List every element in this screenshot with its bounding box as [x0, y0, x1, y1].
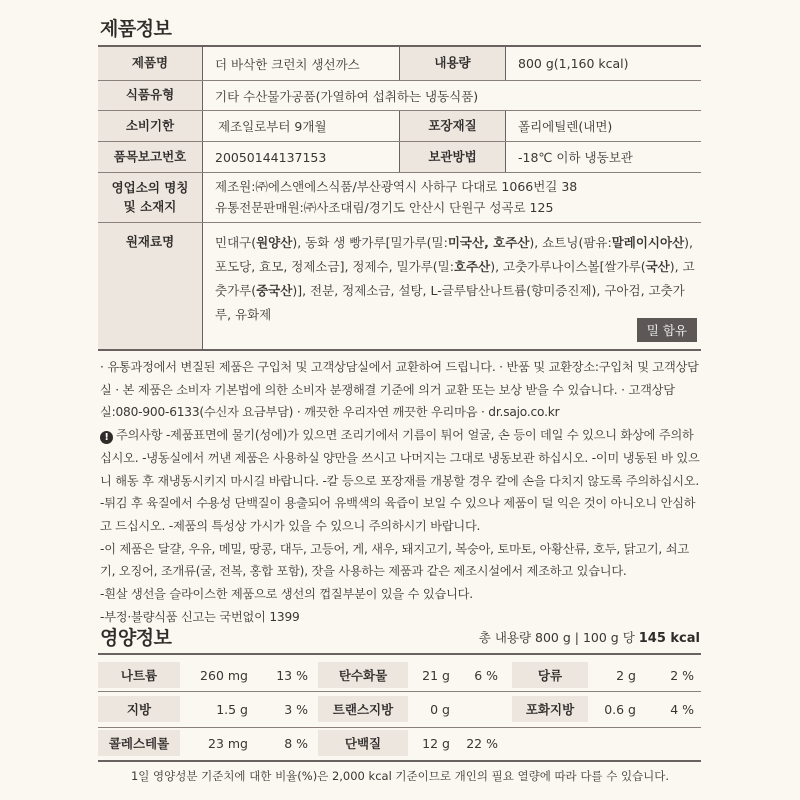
divider [98, 349, 701, 351]
label-ingredients: 원재료명 [98, 223, 202, 349]
value-expiry: 제조일로부터 9개월 [218, 119, 327, 134]
value-cholesterol: 23 mg [208, 735, 248, 751]
pct-sugars: 2 % [670, 667, 694, 683]
label-maker-line1: 영업소의 명칭 [111, 180, 189, 196]
pct-sat-fat: 4 % [670, 701, 694, 717]
label-trans-fat: 트랜스지방 [318, 696, 408, 722]
nutrition-footnote: 1일 영양성분 기준치에 대한 비율(%)은 2,000 kcal 기준이므로 개인의 필요 열량에 따라 다를 수 있습니다. [130, 769, 670, 783]
value-protein: 12 g [422, 735, 450, 751]
notes-block [100, 356, 700, 628]
label-carbs: 탄수화물 [318, 662, 408, 688]
label-product-name: 제품명 [98, 47, 202, 80]
label-maker-line2: 및 소재지 [123, 198, 177, 214]
value-fat: 1.5 g [216, 701, 248, 717]
label-report-number: 품목보고번호 [98, 142, 202, 172]
divider [98, 653, 701, 655]
maker-manufacturer: 제조원:㈜에스앤에스식품/부산광역시 사하구 다대로 1066번길 38 [215, 179, 578, 194]
divider [202, 47, 203, 80]
pct-protein: 22 % [466, 735, 498, 751]
notes-skin: -흰살 생선을 슬라이스한 제품으로 생선의 껍질부분이 있을 수 있습니다. [100, 587, 473, 602]
notes-report: -부정·불량식품 신고는 국번없이 1399 [100, 609, 300, 624]
value-packaging: 폴리에틸렌(내면) [518, 119, 613, 134]
value-carbs: 21 g [422, 667, 450, 683]
divider [202, 111, 203, 141]
value-sodium: 260 mg [200, 667, 248, 683]
divider [202, 81, 203, 110]
label-sodium: 나트륨 [98, 662, 180, 688]
divider [202, 223, 203, 349]
pct-carbs: 6 % [474, 667, 498, 683]
value-storage: -18℃ 이하 냉동보관 [518, 150, 633, 165]
value-food-type: 기타 수산물가공품(가열하여 섭취하는 냉동식품) [215, 88, 479, 104]
value-sugars: 2 g [616, 667, 636, 683]
label-sat-fat: 포화지방 [512, 696, 588, 722]
warning-icon: ! [100, 431, 113, 444]
divider [505, 111, 506, 141]
maker-distributor: 유통전문판매원:㈜사조대림/경기도 안산시 단원구 성곡로 125 [215, 200, 554, 215]
divider [98, 760, 701, 762]
nutrition-total-prefix: 총 내용량 800 g | 100 g 당 [478, 630, 639, 645]
divider [202, 173, 203, 222]
label-maker [98, 173, 202, 222]
pct-fat: 3 % [284, 701, 308, 717]
label-storage: 보관방법 [400, 142, 505, 172]
label-protein: 단백질 [318, 730, 408, 756]
product-info-title: 제품정보 [100, 18, 172, 40]
warning-text: 주의사항 -제품표면에 물기(성에)가 있으면 조리기에서 기름이 튀어 얼굴, 손 등이 데일 수 있으니 화상에 주의하십시오. -냉동실에서 꺼낸 제품은 사용하실 양만을 쓰시고 나머지는 그대로 냉동보관 하십시오. -이미 냉동된 바 있으니 해동 후 재냉동시키지 마시길 바랍니다. -칼 등으로 포장재를 개봉할 경우 칼에 손을 다치지 않도록 주의하십시오. -튀김 후 육질에서 수용성 단백질이 용출되어 유백색의 육즙이 보일 수 있으나 제품이 덜 익은 것이 아니오니 안심하고 드십시오. -제품의 특성상 가시가 있을 수 있으니 주의하시기 바랍니다. [100, 428, 700, 533]
pct-sodium: 13 % [276, 667, 308, 683]
value-maker [215, 176, 577, 222]
notes-exchange: · 유통과정에서 변질된 제품은 구입처 및 고객상담실에서 교환하여 드립니다. · 반품 및 교환장소:구입처 및 고객상담실 · 본 제품은 소비자 기본법에 의한 소비자 분쟁해결 기준에 의거 교환 또는 보상 받을 수 있습니다. · 고객상담실:080-900-6133(수신자 요금부담) · 깨끗한 우리자연 깨끗한 우리마음 · dr.sajo.co.kr [100, 360, 699, 420]
label-sugars: 당류 [512, 662, 588, 688]
divider [505, 47, 506, 80]
value-sat-fat: 0.6 g [604, 701, 636, 717]
divider [98, 727, 701, 728]
label-packaging: 포장재질 [400, 111, 505, 141]
divider [98, 691, 701, 692]
divider [505, 142, 506, 172]
notes-allergy: -이 제품은 달걀, 우유, 메밀, 땅콩, 대두, 고등어, 게, 새우, 돼지고기, 복숭아, 토마토, 아황산류, 호두, 닭고기, 쇠고기, 오징어, 조개류(굴, 전복, 홍합 포함), 잣을 사용하는 제품과 같은 제조시설에서 제조하고 있습니다. [100, 541, 689, 579]
label-volume: 내용량 [400, 47, 505, 80]
label-cholesterol: 콜레스테롤 [98, 730, 180, 756]
pct-cholesterol: 8 % [284, 735, 308, 751]
allergen-badge: 밀 함유 [637, 318, 697, 342]
nutrition-total-kcal: 145 kcal [638, 631, 700, 646]
value-report-number: 20050144137153 [215, 149, 327, 165]
value-volume: 800 g(1,160 kcal) [518, 56, 629, 71]
label-food-type: 식품유형 [98, 81, 202, 110]
nutrition-title: 영양정보 [100, 627, 172, 649]
nutrition-total [479, 628, 700, 646]
value-trans-fat: 0 g [430, 701, 450, 717]
divider [202, 142, 203, 172]
label-expiry: 소비기한 [98, 111, 202, 141]
label-fat: 지방 [98, 696, 180, 722]
notes-warning [100, 424, 700, 538]
value-product-name: 더 바삭한 크런치 생선까스 [215, 56, 360, 72]
value-ingredients: 민대구(원양산), 동화 생 빵가루[밀가루(밀:미국산, 호주산), 쇼트닝(팜유:말레이시아산), 포도당, 효모, 정제소금], 정제수, 밀가루(밀:호주산), 고춧가루나이스볼[쌀가루(국산), 고춧가루(중국산)], 전분, 정제소금, 설탕, L-글루탐산나트륨(향미증진제), 구아검, 고춧가루, 유화제 [215, 235, 695, 322]
